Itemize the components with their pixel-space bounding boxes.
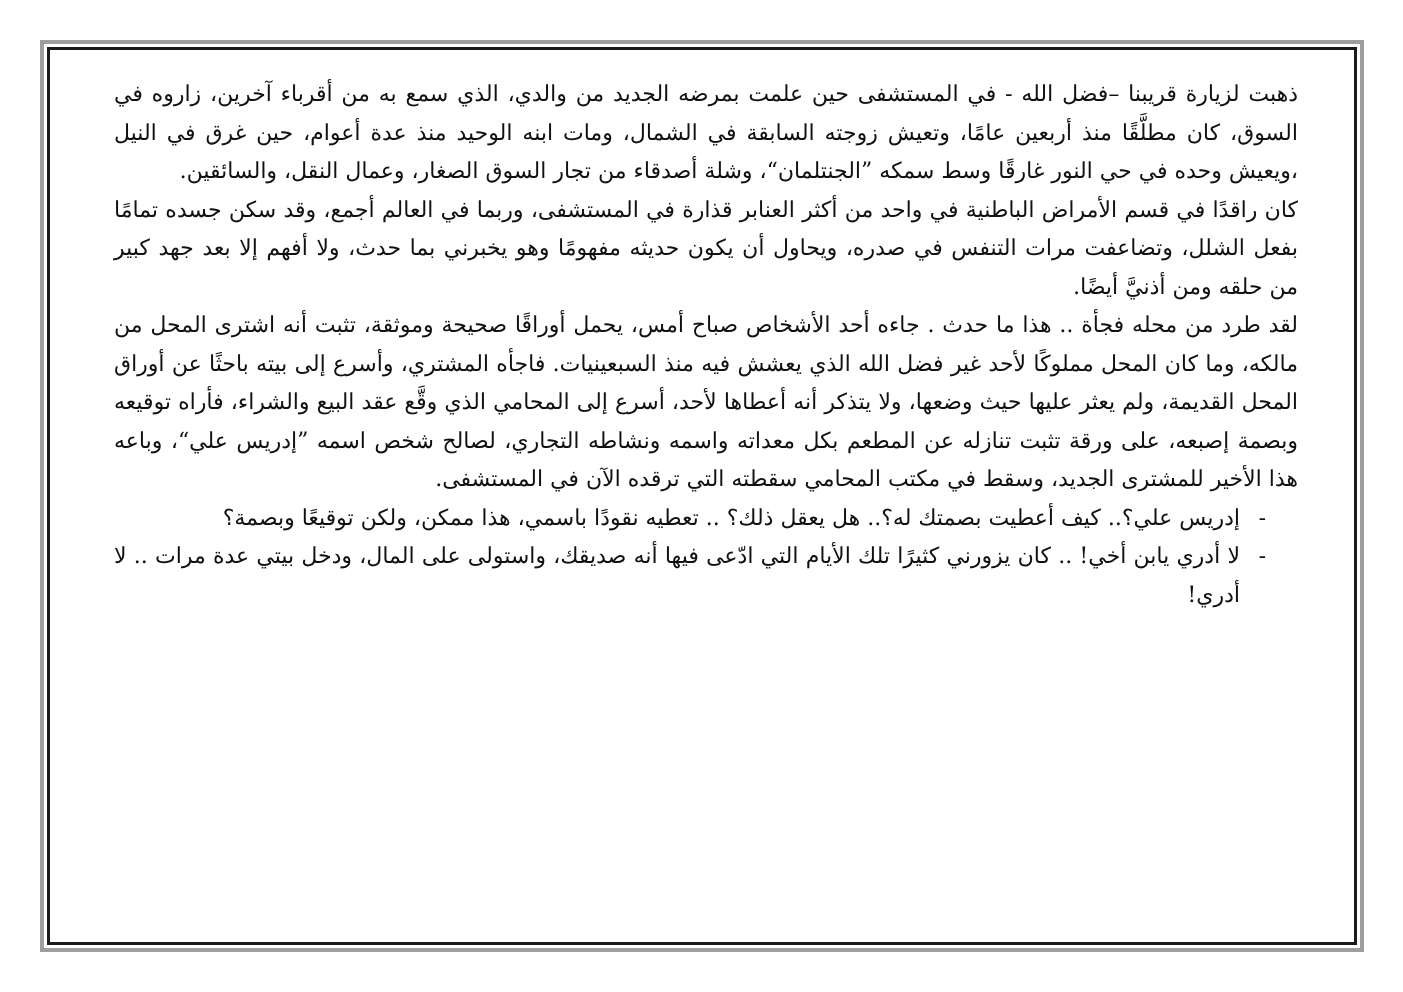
dialogue-list [114,500,1298,616]
paragraph-visit: ذهبت لزيارة قريبنا –فضل الله - في المستشفى حين علمت بمرضه الجديد من والدي، الذي سمع به من أقرباء آخرين، زاروه في السوق، كان مطلَّقًا منذ أربعين عامًا، وتعيش زوجته السابقة في الشمال، ومات ابنه الوحيد منذ عدة أعوام، حين غرق في النيل ،ويعيش وحده في حي النور غارقًا وسط سمكه ”الجنتلمان“، وشلة أصدقاء من تجار السوق الصغار، وعمال النقل، والسائقين. [114,82,1298,184]
dialogue-line [114,538,1298,615]
paragraph-hospital: كان راقدًا في قسم الأمراض الباطنية في واحد من أكثر العنابر قذارة في المستشفى، وربما في العالم أجمع، وقد سكن جسده تمامًا بفعل الشلل، وتضاعفت مرات التنفس في صدره، ويحاول أن يكون حديثه مفهومًا وهو يخبرني بما حدث، ولا أفهم إلا بعد جهد كبير من حلقه ومن أذنيَّ أيضًا. [114,197,1298,300]
page-border-inner [47,47,1357,945]
story-text [114,76,1298,615]
paragraph-shop: لقد طرد من محله فجأة .. هذا ما حدث . جاءه أحد الأشخاص صباح أمس، يحمل أوراقًا صحيحة وموثقة، تثبت أنه اشترى المحل من مالكه، وما كان المحل مملوكًا لأحد غير فضل الله الذي يعشش فيه منذ السبعينيات. فاجأه المشتري، وأسرع إلى بيته باحثًا عن أوراق المحل القديمة، ولم يعثر عليها حيث وضعها، ولا يتذكر أنه أعطاها لأحد، أسرع إلى المحامي الذي وقَّع عقد البيع والشراء، فأراه توقيعه وبصمة إصبعه، على ورقة تثبت تنازله عن المطعم بكل معداته واسمه ونشاطه التجاري، لصالح شخص اسمه ”إدريس علي“، وباعه هذا الأخير للمشترى الجديد، وسقط في مكتب المحامي سقطته التي ترقده الآن في المستشفى. [114,313,1298,492]
dialogue-text: إدريس علي؟.. كيف أعطيت بصمتك له؟.. هل يعقل ذلك؟ .. تعطيه نقودًا باسمي، هذا ممكن، ولكن توقيعًا وبصمة؟ [222,505,1240,531]
dialogue-dash: - [1258,544,1266,569]
dialogue-line [114,500,1298,539]
dialogue-dash: - [1258,505,1266,531]
page-border-outer [40,40,1364,952]
dialogue-text: لا أدري يابن أخي! .. كان يزورني كثيرًا تلك الأيام التي ادّعى فيها أنه صديقك، واستولى على المال، ودخل بيتي عدة مرات .. لا أدري! [114,544,1240,608]
